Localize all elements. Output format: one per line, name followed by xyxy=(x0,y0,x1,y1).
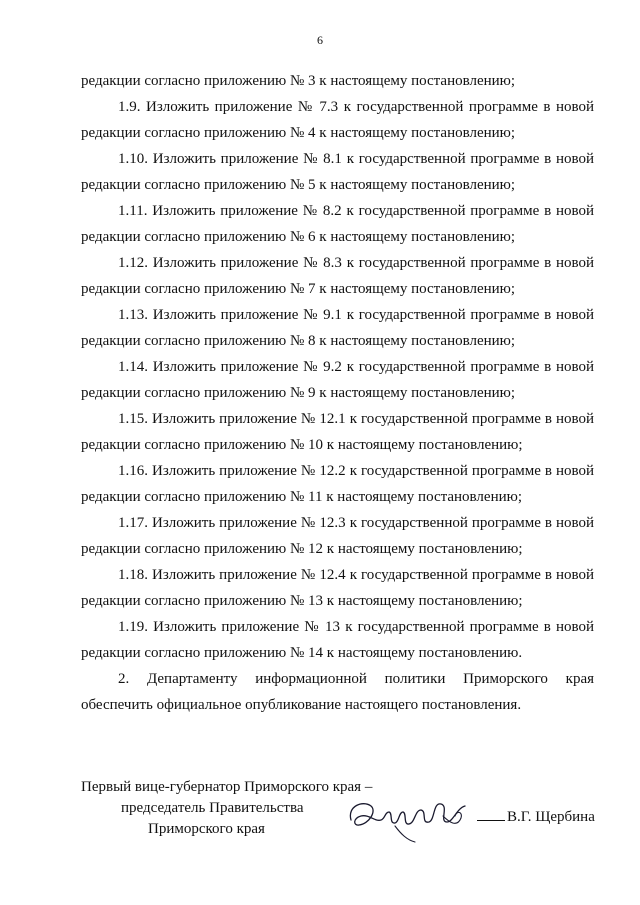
text-line: редакции согласно приложению № 11 к настоящему постановлению; xyxy=(81,489,522,505)
text-line: 1.19. Изложить приложение № 13 к государственной программе в новой xyxy=(118,619,594,635)
text-line: редакции согласно приложению № 12 к настоящему постановлению; xyxy=(81,541,523,557)
text-line: 1.18. Изложить приложение № 12.4 к государственной программе в новой xyxy=(118,567,594,583)
text-line: редакции согласно приложению № 6 к настоящему постановлению; xyxy=(81,229,516,245)
text-line: редакции согласно приложению № 10 к настоящему постановлению; xyxy=(81,437,523,453)
signatory-name-line xyxy=(477,809,595,826)
signatory-title-line-1: Первый вице-губернатор Приморского края – xyxy=(81,779,373,795)
signature-blank-line xyxy=(477,820,505,821)
text-line: обеспечить официальное опубликование настоящего постановления. xyxy=(81,697,522,713)
text-line: 1.15. Изложить приложение № 12.1 к государственной программе в новой xyxy=(118,411,594,427)
signatory-name: В.Г. Щербина xyxy=(507,809,595,825)
text-line: редакции согласно приложению № 3 к настоящему постановлению; xyxy=(81,73,516,89)
text-line: 2. Департаменту информационной политики Приморского края xyxy=(118,671,594,687)
handwritten-signature-icon xyxy=(345,792,475,847)
signatory-title-line-2: председатель Правительства xyxy=(121,800,304,816)
signatory-title-line-3: Приморского края xyxy=(148,821,265,837)
text-line: 1.12. Изложить приложение № 8.3 к государственной программе в новой xyxy=(118,255,594,271)
text-line: редакции согласно приложению № 8 к настоящему постановлению; xyxy=(81,333,516,349)
text-line: 1.14. Изложить приложение № 9.2 к государственной программе в новой xyxy=(118,359,594,375)
text-line: редакции согласно приложению № 4 к настоящему постановлению; xyxy=(81,125,516,141)
text-line: редакции согласно приложению № 5 к настоящему постановлению; xyxy=(81,177,516,193)
text-line: 1.9. Изложить приложение № 7.3 к государственной программе в новой xyxy=(118,99,594,115)
text-line: 1.16. Изложить приложение № 12.2 к государственной программе в новой xyxy=(118,463,594,479)
text-line: 1.11. Изложить приложение № 8.2 к государственной программе в новой xyxy=(118,203,594,219)
text-line: редакции согласно приложению № 14 к настоящему постановлению. xyxy=(81,645,523,661)
text-line: редакции согласно приложению № 13 к настоящему постановлению; xyxy=(81,593,523,609)
text-line: редакции согласно приложению № 7 к настоящему постановлению; xyxy=(81,281,516,297)
text-line: редакции согласно приложению № 9 к настоящему постановлению; xyxy=(81,385,516,401)
text-line: 1.17. Изложить приложение № 12.3 к государственной программе в новой xyxy=(118,515,594,531)
document-body xyxy=(81,68,594,718)
text-line: 1.10. Изложить приложение № 8.1 к государственной программе в новой xyxy=(118,151,594,167)
text-line: 1.13. Изложить приложение № 9.1 к государственной программе в новой xyxy=(118,307,594,323)
page-number: 6 xyxy=(317,33,323,47)
signatory-title xyxy=(81,777,381,840)
